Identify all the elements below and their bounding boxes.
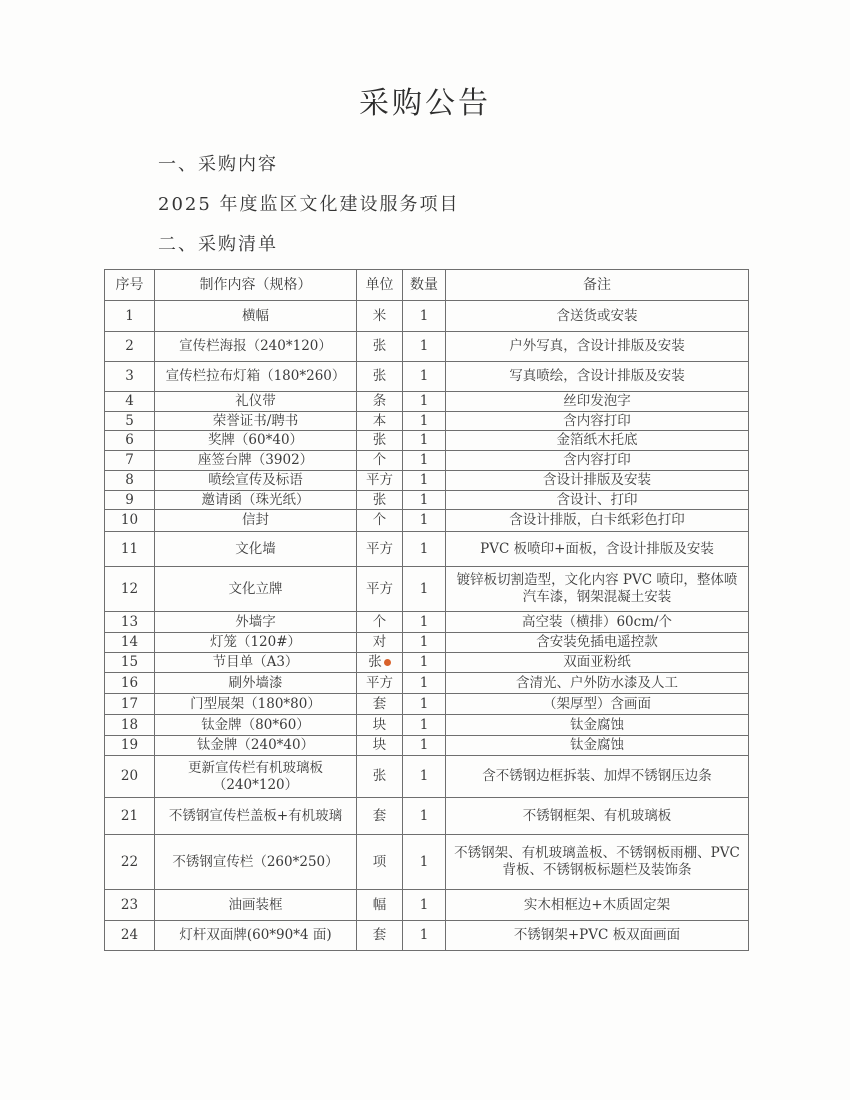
cell-unit — [357, 332, 403, 362]
header-item: 制作内容（规格） — [155, 270, 357, 301]
cell-no — [105, 835, 155, 890]
page-title: 采购公告 — [359, 86, 491, 121]
cell-no-text: 17 — [120, 695, 139, 712]
cell-note — [446, 673, 749, 694]
cell-no-text: 24 — [120, 927, 139, 943]
cell-note — [446, 694, 749, 715]
cell-no — [105, 694, 155, 715]
cell-unit-text: 平方 — [366, 472, 393, 488]
cell-item — [155, 736, 357, 756]
cell-unit-text: 平方 — [366, 674, 393, 691]
cell-item — [155, 890, 357, 921]
cell-qty-text: 1 — [419, 512, 429, 528]
cell-qty — [403, 921, 446, 951]
cell-note-text: （架厚型）含画面 — [543, 695, 651, 712]
cell-no-text: 21 — [120, 807, 139, 824]
cell-qty-text: 1 — [419, 307, 429, 324]
cell-item — [155, 510, 357, 532]
cell-no — [105, 633, 155, 653]
cell-item — [155, 756, 357, 798]
cell-item — [155, 921, 357, 951]
cell-note — [446, 332, 749, 362]
cell-qty — [403, 798, 446, 835]
cell-no — [105, 510, 155, 532]
cell-qty-text: 1 — [419, 695, 429, 712]
cell-item — [155, 673, 357, 694]
cell-note — [446, 567, 749, 612]
cell-unit — [357, 694, 403, 715]
cell-no-text: 10 — [120, 512, 139, 528]
cell-no — [105, 756, 155, 798]
cell-no-text: 8 — [125, 472, 134, 488]
cell-no — [105, 653, 155, 673]
cell-unit-text: 张 — [372, 338, 387, 354]
cell-unit — [357, 532, 403, 567]
cell-qty-text: 1 — [419, 634, 429, 650]
cell-qty-text: 1 — [419, 540, 429, 557]
ink-dot-mark — [384, 659, 391, 666]
cell-no — [105, 431, 155, 451]
cell-qty — [403, 567, 446, 612]
cell-item-text: 刷外墙漆 — [228, 674, 283, 691]
cell-note-text: 丝印发泡字 — [563, 393, 631, 409]
cell-no — [105, 673, 155, 694]
cell-qty-text: 1 — [419, 674, 429, 691]
cell-note-text: 金箔纸木托底 — [556, 432, 638, 448]
cell-unit — [357, 567, 403, 612]
cell-note-text: 含内容打印 — [563, 452, 631, 468]
cell-qty — [403, 715, 446, 736]
cell-qty — [403, 736, 446, 756]
cell-unit-text: 平方 — [366, 580, 393, 597]
cell-unit-text: 米 — [372, 307, 387, 324]
cell-qty-text: 1 — [419, 412, 429, 429]
cell-unit — [357, 412, 403, 431]
cell-no-text: 1 — [125, 307, 134, 324]
cell-qty — [403, 612, 446, 633]
cell-qty — [403, 653, 446, 673]
cell-qty — [403, 890, 446, 921]
cell-unit — [357, 510, 403, 532]
table-row — [105, 835, 749, 890]
cell-note-text: 高空装（横排）60cm/个 — [521, 613, 673, 630]
table-row — [105, 532, 749, 567]
cell-note-text: 含安装免插电遥控款 — [536, 634, 658, 650]
cell-item-text: 文化墙 — [235, 540, 276, 557]
cell-unit-text: 对 — [372, 634, 387, 650]
cell-item-text: 宣传栏海报（240*120） — [179, 338, 332, 354]
cell-qty — [403, 301, 446, 332]
cell-qty-text: 1 — [419, 737, 429, 753]
table-row — [105, 694, 749, 715]
cell-item-text: 喷绘宣传及标语 — [208, 472, 303, 488]
cell-no — [105, 921, 155, 951]
cell-unit-text: 块 — [372, 716, 387, 733]
cell-item-text: 不锈钢宣传栏盖板+有机玻璃 — [168, 807, 343, 824]
cell-qty — [403, 362, 446, 392]
cell-no — [105, 890, 155, 921]
cell-note-text: 不锈钢架+PVC 板双面画面 — [513, 927, 681, 943]
cell-no-text: 9 — [125, 491, 134, 508]
cell-qty-text: 1 — [419, 432, 429, 448]
cell-item — [155, 653, 357, 673]
cell-no — [105, 392, 155, 412]
cell-note-text: 含内容打印 — [563, 412, 631, 429]
cell-qty-text: 1 — [419, 338, 429, 354]
cell-unit — [357, 736, 403, 756]
cell-note-text: 实木相框边+木质固定架 — [523, 896, 671, 913]
cell-item-text: 礼仪带 — [235, 393, 276, 409]
cell-item-text: 邀请函（珠光纸） — [201, 491, 310, 508]
table-row — [105, 715, 749, 736]
cell-no — [105, 332, 155, 362]
cell-no-text: 7 — [125, 452, 134, 468]
cell-note-text: 不锈钢架、有机玻璃盖板、不锈钢板雨棚、PVC 背板、不锈钢板标题栏及装饰条 — [454, 845, 740, 878]
cell-no-text: 15 — [120, 654, 139, 670]
cell-unit — [357, 715, 403, 736]
cell-note-text: 含送货或安装 — [556, 307, 638, 324]
cell-no-text: 3 — [125, 368, 134, 384]
cell-unit-text: 个 — [372, 613, 387, 630]
cell-item — [155, 798, 357, 835]
cell-item — [155, 835, 357, 890]
cell-item — [155, 362, 357, 392]
cell-note-text: 写真喷绘，含设计排版及安装 — [509, 368, 685, 384]
cell-no — [105, 471, 155, 491]
cell-unit-text: 张 — [372, 768, 387, 784]
table-row — [105, 392, 749, 412]
cell-item — [155, 532, 357, 567]
cell-no-text: 2 — [125, 338, 134, 354]
cell-item-text: 更新宣传栏有机玻璃板（240*120） — [188, 759, 323, 793]
cell-unit — [357, 890, 403, 921]
cell-item-text: 钛金牌（240*40） — [196, 737, 315, 753]
cell-no-text: 20 — [120, 768, 139, 784]
header-no: 序号 — [105, 270, 155, 301]
cell-unit-text: 条 — [372, 393, 387, 409]
table-row — [105, 633, 749, 653]
table-row — [105, 510, 749, 532]
cell-note — [446, 612, 749, 633]
cell-qty — [403, 332, 446, 362]
cell-item — [155, 412, 357, 431]
cell-note — [446, 451, 749, 471]
cell-item-text: 油画装框 — [228, 896, 283, 913]
cell-qty — [403, 471, 446, 491]
cell-note — [446, 756, 749, 798]
cell-note — [446, 392, 749, 412]
cell-note — [446, 653, 749, 673]
cell-no — [105, 736, 155, 756]
cell-item-text: 宣传栏拉布灯箱（180*260） — [165, 368, 346, 384]
header-note: 备注 — [446, 270, 749, 301]
cell-note-text: 钛金腐蚀 — [570, 737, 624, 753]
cell-note-text: 含设计、打印 — [556, 491, 638, 508]
section-heading-list: 二、采购清单 — [158, 234, 278, 255]
cell-item-text: 灯杆双面牌(60*90*4 面) — [179, 927, 332, 943]
cell-no — [105, 715, 155, 736]
cell-unit-text: 套 — [372, 927, 387, 943]
cell-item — [155, 392, 357, 412]
cell-note-text: 钛金腐蚀 — [570, 716, 624, 733]
cell-unit — [357, 653, 403, 673]
cell-unit — [357, 392, 403, 412]
cell-note-text: 不锈钢框架、有机玻璃板 — [522, 807, 672, 824]
table-row — [105, 798, 749, 835]
table-row — [105, 653, 749, 673]
cell-no — [105, 567, 155, 612]
table-row — [105, 471, 749, 491]
cell-qty — [403, 431, 446, 451]
cell-item-text: 门型展架（180*80） — [190, 695, 321, 712]
cell-note — [446, 921, 749, 951]
cell-qty-text: 1 — [419, 853, 429, 870]
cell-item-text: 外墙字 — [235, 613, 276, 630]
cell-unit — [357, 431, 403, 451]
cell-item-text: 荣誉证书/聘书 — [212, 412, 299, 429]
cell-qty-text: 1 — [419, 768, 429, 784]
cell-item — [155, 451, 357, 471]
cell-qty-text: 1 — [419, 896, 429, 913]
procurement-table — [104, 269, 749, 951]
table-row — [105, 673, 749, 694]
table-row — [105, 332, 749, 362]
cell-unit-text: 块 — [372, 737, 387, 753]
cell-note-text: 镀锌板切割造型，文化内容 PVC 喷印，整体喷汽车漆，钢架混凝土安装 — [456, 572, 738, 605]
cell-qty-text: 1 — [419, 716, 429, 733]
cell-unit — [357, 633, 403, 653]
cell-no-text: 6 — [125, 432, 134, 448]
cell-qty — [403, 392, 446, 412]
cell-note-text: 含设计排版及安装 — [543, 472, 651, 488]
cell-unit-text: 张 — [372, 491, 387, 508]
table-header-row — [105, 270, 749, 301]
table-row — [105, 921, 749, 951]
cell-unit — [357, 362, 403, 392]
cell-note-text: 户外写真，含设计排版及安装 — [509, 338, 685, 354]
section-heading-content: 一、采购内容 — [158, 154, 278, 175]
table-row — [105, 451, 749, 471]
cell-note — [446, 633, 749, 653]
cell-unit — [357, 491, 403, 510]
cell-qty-text: 1 — [419, 393, 429, 409]
table-row — [105, 431, 749, 451]
cell-note — [446, 736, 749, 756]
cell-no-text: 23 — [120, 896, 139, 913]
cell-qty-text: 1 — [419, 807, 429, 824]
cell-no-text: 11 — [120, 540, 139, 557]
cell-qty — [403, 451, 446, 471]
cell-no — [105, 612, 155, 633]
cell-item-text: 钛金牌（80*60） — [201, 716, 310, 733]
cell-item-text: 文化立牌 — [228, 580, 283, 597]
cell-unit-text: 张 — [372, 432, 387, 448]
table-row — [105, 736, 749, 756]
cell-note — [446, 362, 749, 392]
cell-note — [446, 431, 749, 451]
cell-unit — [357, 301, 403, 332]
cell-item — [155, 301, 357, 332]
cell-qty — [403, 673, 446, 694]
cell-item — [155, 491, 357, 510]
header-qty: 数量 — [403, 270, 446, 301]
cell-item — [155, 612, 357, 633]
cell-no-text: 5 — [125, 412, 134, 429]
cell-unit — [357, 756, 403, 798]
table-row — [105, 301, 749, 332]
cell-qty — [403, 633, 446, 653]
cell-unit-text: 个 — [372, 452, 387, 468]
table-row — [105, 491, 749, 510]
cell-no-text: 16 — [120, 674, 139, 691]
cell-note — [446, 798, 749, 835]
cell-note — [446, 835, 749, 890]
cell-qty — [403, 532, 446, 567]
cell-unit — [357, 471, 403, 491]
cell-item-text: 节目单（A3） — [212, 654, 299, 670]
cell-item — [155, 567, 357, 612]
cell-no — [105, 451, 155, 471]
cell-note — [446, 471, 749, 491]
cell-qty — [403, 835, 446, 890]
table-row — [105, 412, 749, 431]
cell-qty-text: 1 — [419, 452, 429, 468]
cell-no — [105, 532, 155, 567]
cell-item — [155, 332, 357, 362]
cell-no — [105, 412, 155, 431]
cell-note — [446, 491, 749, 510]
cell-no-text: 18 — [120, 716, 139, 733]
cell-item — [155, 633, 357, 653]
cell-unit-text: 张 — [368, 654, 382, 670]
cell-no-text: 13 — [120, 613, 139, 630]
cell-no-text: 22 — [120, 853, 139, 870]
cell-qty-text: 1 — [419, 654, 429, 670]
cell-unit-text: 项 — [372, 853, 387, 870]
cell-note-text: 含不锈钢边框拆装、加焊不锈钢压边条 — [482, 768, 712, 784]
cell-qty-text: 1 — [419, 472, 429, 488]
cell-no — [105, 798, 155, 835]
cell-item-text: 信封 — [242, 512, 269, 528]
cell-no-text: 19 — [120, 737, 139, 753]
cell-item — [155, 431, 357, 451]
cell-unit-text: 套 — [372, 695, 387, 712]
table-row — [105, 890, 749, 921]
cell-unit-text: 本 — [372, 412, 387, 429]
cell-qty-text: 1 — [419, 491, 429, 508]
cell-item-text: 横幅 — [242, 307, 269, 324]
cell-unit-text: 张 — [372, 368, 387, 384]
cell-note — [446, 301, 749, 332]
cell-no-text: 12 — [120, 580, 139, 597]
cell-item — [155, 471, 357, 491]
cell-note — [446, 890, 749, 921]
cell-note — [446, 532, 749, 567]
cell-unit — [357, 798, 403, 835]
cell-unit-text: 个 — [372, 512, 387, 528]
cell-unit-text: 套 — [372, 807, 387, 824]
cell-item-text: 灯笼（120#） — [209, 634, 302, 650]
cell-note — [446, 510, 749, 532]
cell-qty-text: 1 — [419, 368, 429, 384]
header-unit: 单位 — [357, 270, 403, 301]
cell-no — [105, 491, 155, 510]
cell-note-text: 双面亚粉纸 — [563, 654, 631, 670]
cell-note-text: 含设计排版，白卡纸彩色打印 — [509, 512, 685, 528]
cell-unit-text: 幅 — [372, 896, 387, 913]
cell-qty — [403, 694, 446, 715]
cell-qty — [403, 756, 446, 798]
cell-unit — [357, 921, 403, 951]
cell-unit-text: 平方 — [366, 540, 393, 557]
cell-qty-text: 1 — [419, 613, 429, 630]
table-row — [105, 362, 749, 392]
cell-item — [155, 694, 357, 715]
cell-note — [446, 412, 749, 431]
cell-item-text: 座签台牌（3902） — [197, 452, 314, 468]
table-row — [105, 567, 749, 612]
table-row — [105, 612, 749, 633]
cell-note — [446, 715, 749, 736]
cell-qty — [403, 510, 446, 532]
cell-qty — [403, 412, 446, 431]
table-row — [105, 756, 749, 798]
cell-no-text: 4 — [125, 393, 134, 409]
cell-qty-text: 1 — [419, 927, 429, 943]
cell-item — [155, 715, 357, 736]
cell-item-text: 奖牌（60*40） — [207, 432, 304, 448]
cell-no — [105, 301, 155, 332]
cell-item-text: 不锈钢宣传栏（260*250） — [172, 853, 339, 870]
cell-qty-text: 1 — [419, 580, 429, 597]
cell-unit — [357, 612, 403, 633]
cell-unit — [357, 451, 403, 471]
cell-qty — [403, 491, 446, 510]
project-name: 2025 年度监区文化建设服务项目 — [158, 194, 460, 215]
cell-unit — [357, 673, 403, 694]
cell-note-text: PVC 板喷印+面板，含设计排版及安装 — [480, 540, 714, 557]
cell-no — [105, 362, 155, 392]
cell-unit — [357, 835, 403, 890]
cell-note-text: 含清光、户外防水漆及人工 — [516, 674, 678, 691]
cell-no-text: 14 — [120, 634, 139, 650]
